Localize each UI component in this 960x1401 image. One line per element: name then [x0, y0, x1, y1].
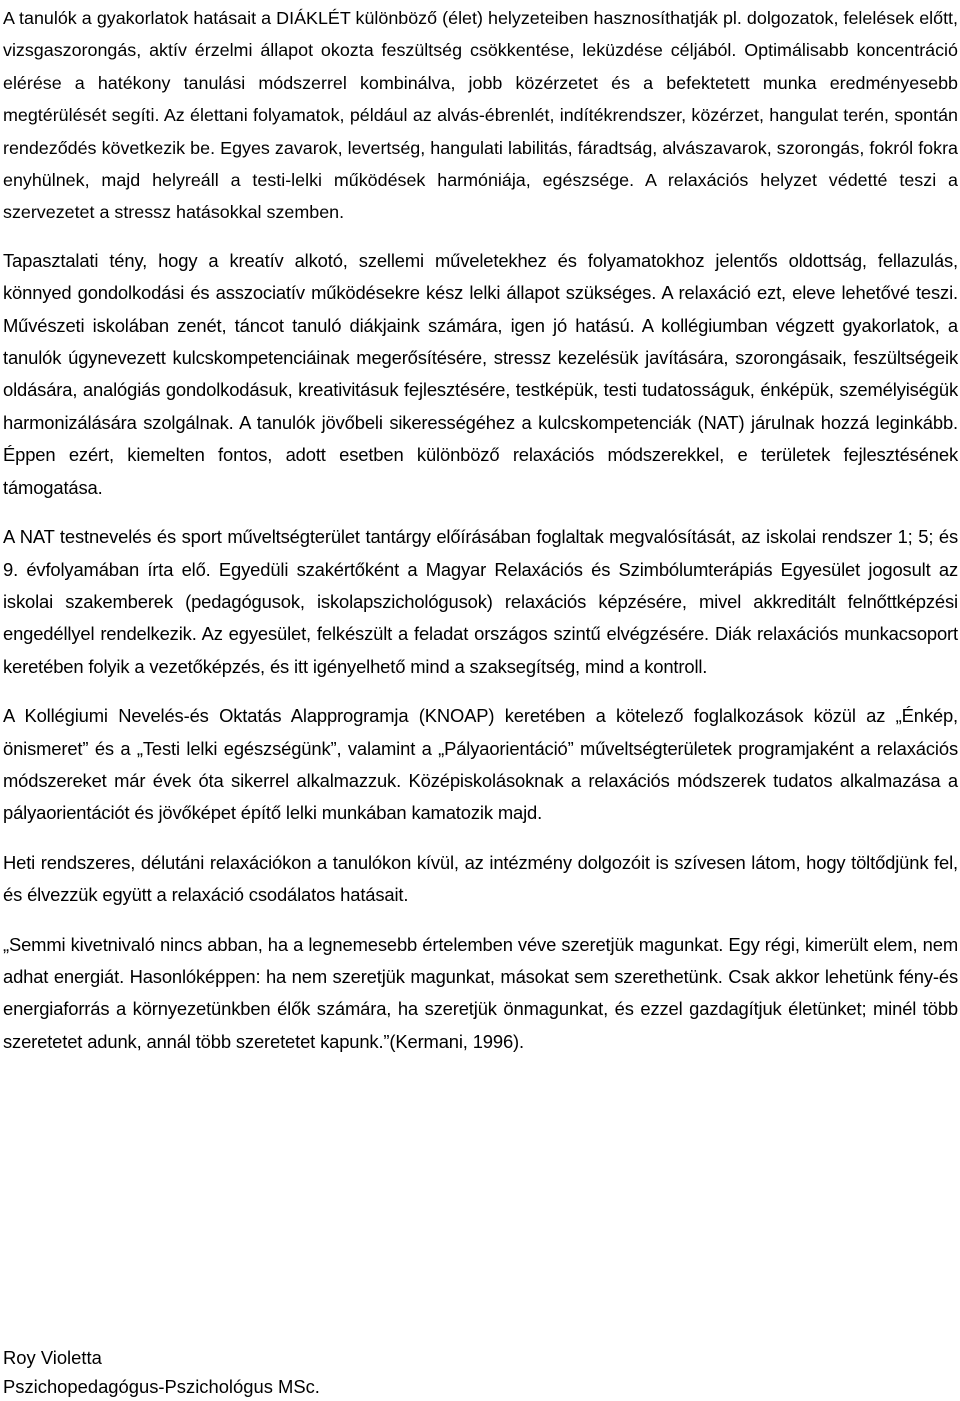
paragraph-weekly-sessions: Heti rendszeres, délutáni relaxációkon a tanulókon kívül, az intézmény dolgozóit is szívesen látom, hogy töltődjünk fel, és élvezzük együtt a relaxáció csodálatos hatásait.	[3, 851, 958, 906]
signature-block	[3, 1343, 320, 1401]
signature-title: Pszichopedagógus-Pszichológus MSc.	[3, 1376, 320, 1397]
signature-name: Roy Violetta	[3, 1347, 102, 1368]
paragraph-knoap: A Kollégiumi Nevelés-és Oktatás Alapprogramja (KNOAP) keretében a kötelező foglalkozások közül az „Énkép, önismeret” és a „Testi lelki egészségünk”, valamint a „Pályaorientáció” műveltségterületek programjaként a relaxációs módszereket már évek óta sikerrel alkalmazzuk. Középiskolásoknak a relaxációs módszerek tudatos alkalmazása a pályaorientációt és jövőképet építő lelki munkában kamatozik majd.	[3, 705, 958, 824]
paragraph-creativity: Tapasztalati tény, hogy a kreatív alkotó, szellemi műveletekhez és folyamatokhoz jelentős oldottság, fellazulás, könnyed gondolkodási és asszociatív működésekre kész lelki állapot szükséges. A relaxáció ezt, eleve lehetővé teszi. Művészeti iskolában zenét, táncot tanuló diákjaink számára, igen jó hatású. A kollégiumban végzett gyakorlatok, a tanulók úgynevezett kulcskompetenciáinak megerősítésére, stressz kezelésük javítására, szorongásaik, feszültségeik oldására, analógiás gondolkodásuk, kreativitásuk fejlesztésére, testképük, testi tudatosságuk, énképük, személyiségük harmonizálására szolgálnak. A tanulók jövőbeli sikerességéhez a kulcskompetenciák (NAT) járulnak hozzá leginkább. Éppen ezért, kiemelten fontos, adott esetben különböző relaxációs módszerekkel, e területek fejlesztésének támogatása.	[3, 249, 958, 498]
paragraph-benefits: A tanulók a gyakorlatok hatásait a DIÁKLÉT különböző (élet) helyzeteiben hasznosíthatják pl. dolgozatok, felelések előtt, vizsgaszorongás, aktív érzelmi állapot okozta feszültség csökkentése, leküzdése céljából. Optimálisabb koncentráció elérése a hatékony tanulási módszerrel kombinálva, jobb közérzetet és a befektetett munka eredményesebb megtérülését segíti. Az élettani folyamatok, például az alvás-ébrenlét, indítékrendszer, közérzet, hangulat terén, spontán rendeződés következik be. Egyes zavarok, levertség, hangulati labilitás, fáradtság, alvászavarok, szorongás, fokról fokra enyhülnek, majd helyreáll a testi-lelki működések harmóniája, egészsége. A relaxációs helyzet védetté teszi a szervezetet a stressz hatásokkal szemben.	[3, 8, 958, 223]
paragraph-nat: A NAT testnevelés és sport műveltségterület tantárgy előírásában foglaltak megvalósítását, az iskolai rendszer 1; 5; és 9. évfolyamában írta elő. Egyedüli szakértőként a Magyar Relaxációs és Szimbólumterápiás Egyesület jogosult az iskolai szakemberek (pedagógusok, iskolapszichológusok) relaxációs képzésére, mivel akkreditált felnőttképzési engedéllyel rendelkezik. Az egyesület, felkészült a feladat országos szintű elvégzésére. Diák relaxációs munkacsoport keretében folyik a vezetőképzés, és itt igényelhető mind a szaksegítség, mind a kontroll.	[3, 526, 958, 677]
paragraph-quote: „Semmi kivetnivaló nincs abban, ha a legnemesebb értelemben véve szeretjük magunkat. Egy régi, kimerült elem, nem adhat energiát. Hasonlóképpen: ha nem szeretjük magunkat, másokat sem szerethetünk. Csak akkor lehetünk fény-és energiaforrás a környezetünkben élők számára, ha szeretjük önmagunkat, és ezzel gazdagítjuk életünket; minél több szeretetet adunk, annál több szeretetet kapunk.”(Kermani, 1996).	[3, 933, 958, 1052]
